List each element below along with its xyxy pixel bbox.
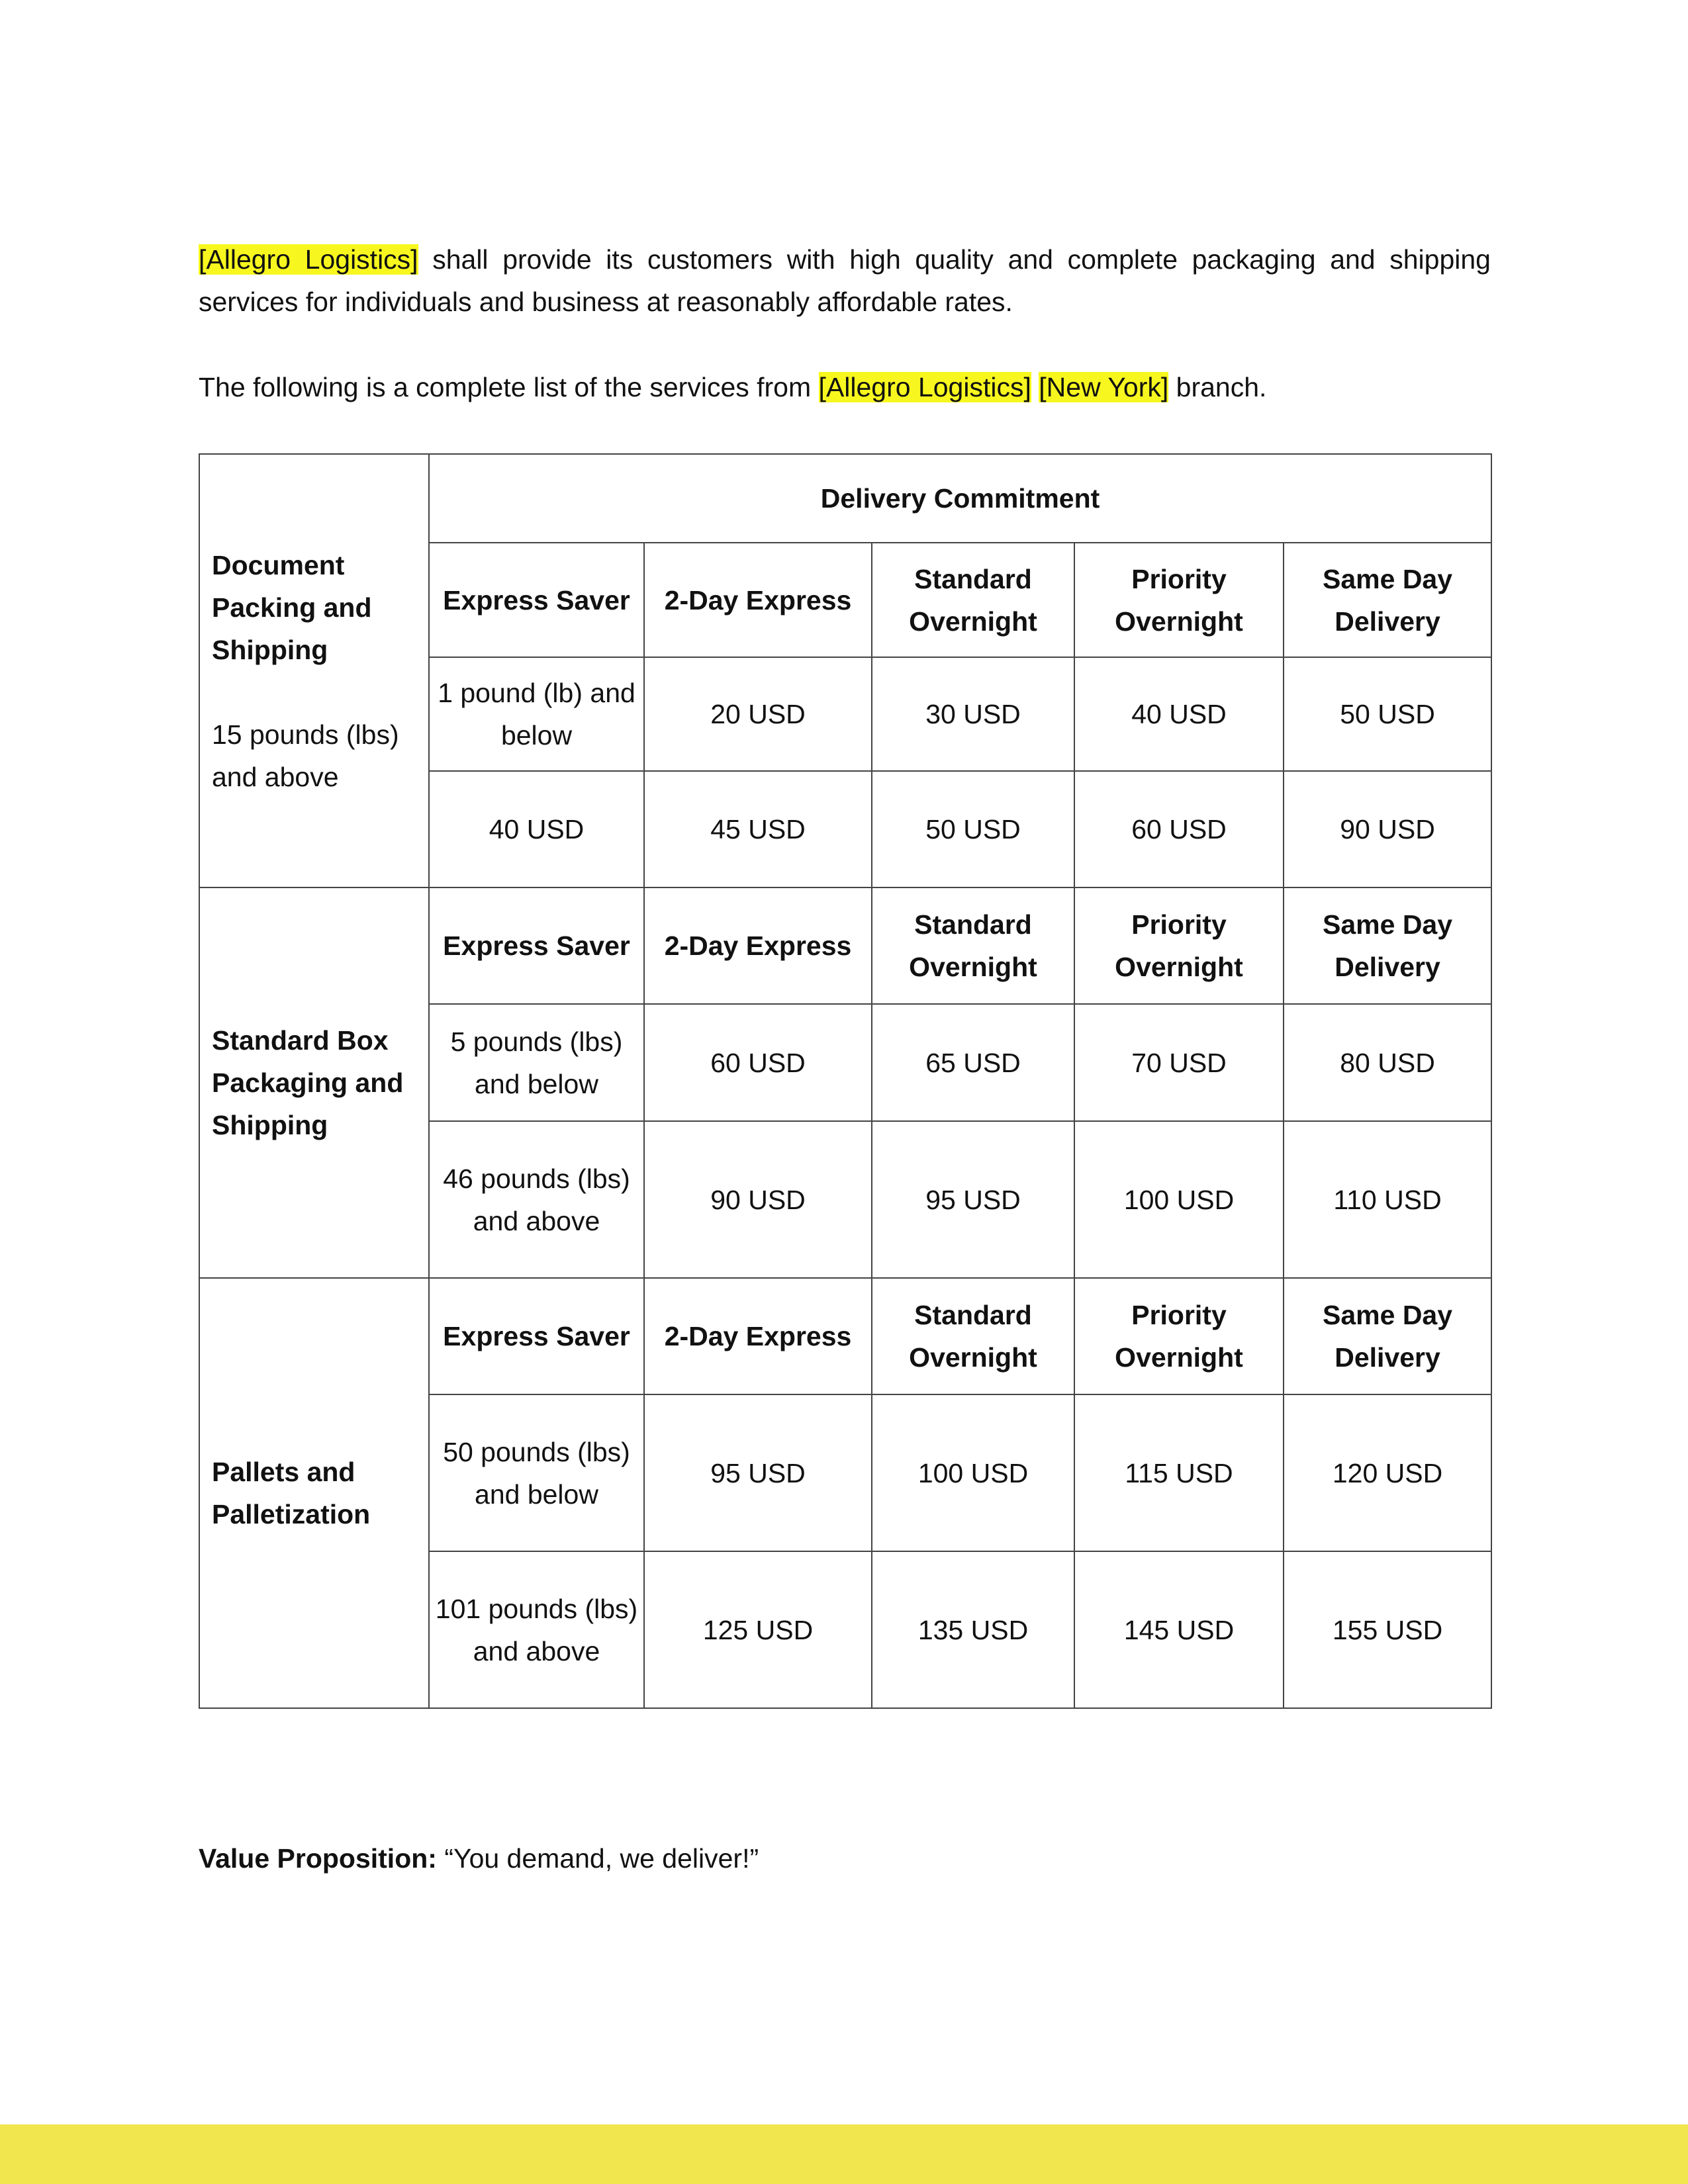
price-cell: 125 USD (644, 1551, 872, 1708)
weight-cell: 40 USD (429, 771, 644, 887)
price-cell: 100 USD (872, 1394, 1074, 1551)
weight-cell: 101 pounds (lbs) and above (429, 1551, 644, 1708)
column-header: Same Day Delivery (1284, 1278, 1491, 1394)
price-cell: 90 USD (1284, 771, 1491, 887)
price-cell: 100 USD (1074, 1121, 1284, 1278)
column-header: Express Saver (429, 887, 644, 1004)
intro-text: shall provide its customers with high quality and complete packaging and shipping services for individuals and business at reasonably affordable rates. (199, 244, 1491, 317)
price-cell: 110 USD (1284, 1121, 1491, 1278)
column-header: Standard Overnight (872, 543, 1074, 657)
services-suffix: branch. (1168, 372, 1267, 402)
column-header: Same Day Delivery (1284, 543, 1491, 657)
price-cell: 50 USD (1284, 657, 1491, 771)
price-cell: 60 USD (644, 1004, 872, 1121)
price-cell: 40 USD (1074, 657, 1284, 771)
group-title: Document Packing and Shipping (212, 549, 372, 665)
company-name-highlight: [Allegro Logistics] (199, 244, 418, 275)
group-cell (199, 454, 429, 887)
price-cell: 70 USD (1074, 1004, 1284, 1121)
column-header: Express Saver (429, 543, 644, 657)
branch-name-highlight: [New York] (1039, 372, 1169, 402)
value-proposition-text: “You demand, we deliver!” (436, 1843, 759, 1874)
group-title: Pallets and Palletization (212, 1457, 371, 1529)
column-header-row (199, 887, 1491, 1004)
value-proposition (199, 1837, 759, 1880)
price-cell: 115 USD (1074, 1394, 1284, 1551)
group-cell (199, 887, 429, 1278)
column-header: 2-Day Express (644, 887, 872, 1004)
price-cell: 50 USD (872, 771, 1074, 887)
column-header: 2-Day Express (644, 1278, 872, 1394)
column-header: Standard Overnight (872, 887, 1074, 1004)
price-cell: 20 USD (644, 657, 872, 771)
column-header: 2-Day Express (644, 543, 872, 657)
services-paragraph (199, 366, 1491, 408)
rates-table (199, 453, 1492, 1709)
column-header: Same Day Delivery (1284, 887, 1491, 1004)
column-header: Standard Overnight (872, 1278, 1074, 1394)
column-header: Express Saver (429, 1278, 644, 1394)
price-cell: 90 USD (644, 1121, 872, 1278)
price-cell: 155 USD (1284, 1551, 1491, 1708)
price-cell: 95 USD (872, 1121, 1074, 1278)
price-cell: 80 USD (1284, 1004, 1491, 1121)
weight-cell: 1 pound (lb) and below (429, 657, 644, 771)
price-cell: 60 USD (1074, 771, 1284, 887)
group-note: 15 pounds (lbs) and above (212, 719, 399, 792)
group-title: Standard Box Packaging and Shipping (212, 1025, 404, 1140)
weight-cell: 46 pounds (lbs) and above (429, 1121, 644, 1278)
table-row (199, 454, 1491, 543)
group-cell (199, 1278, 429, 1708)
delivery-commitment-header: Delivery Commitment (429, 454, 1491, 543)
services-prefix: The following is a complete list of the services from (199, 372, 819, 402)
price-cell: 145 USD (1074, 1551, 1284, 1708)
company-name-highlight: [Allegro Logistics] (818, 372, 1031, 402)
column-header: Priority Overnight (1074, 887, 1284, 1004)
price-cell: 30 USD (872, 657, 1074, 771)
footer-band (0, 2124, 1688, 2184)
price-cell: 95 USD (644, 1394, 872, 1551)
price-cell: 45 USD (644, 771, 872, 887)
page-content (199, 238, 1491, 408)
intro-paragraph (199, 238, 1491, 323)
weight-cell: 5 pounds (lbs) and below (429, 1004, 644, 1121)
column-header: Priority Overnight (1074, 543, 1284, 657)
weight-cell: 50 pounds (lbs) and below (429, 1394, 644, 1551)
price-cell: 65 USD (872, 1004, 1074, 1121)
price-cell: 120 USD (1284, 1394, 1491, 1551)
column-header: Priority Overnight (1074, 1278, 1284, 1394)
price-cell: 135 USD (872, 1551, 1074, 1708)
column-header-row (199, 1278, 1491, 1394)
value-proposition-label: Value Proposition: (199, 1843, 437, 1874)
